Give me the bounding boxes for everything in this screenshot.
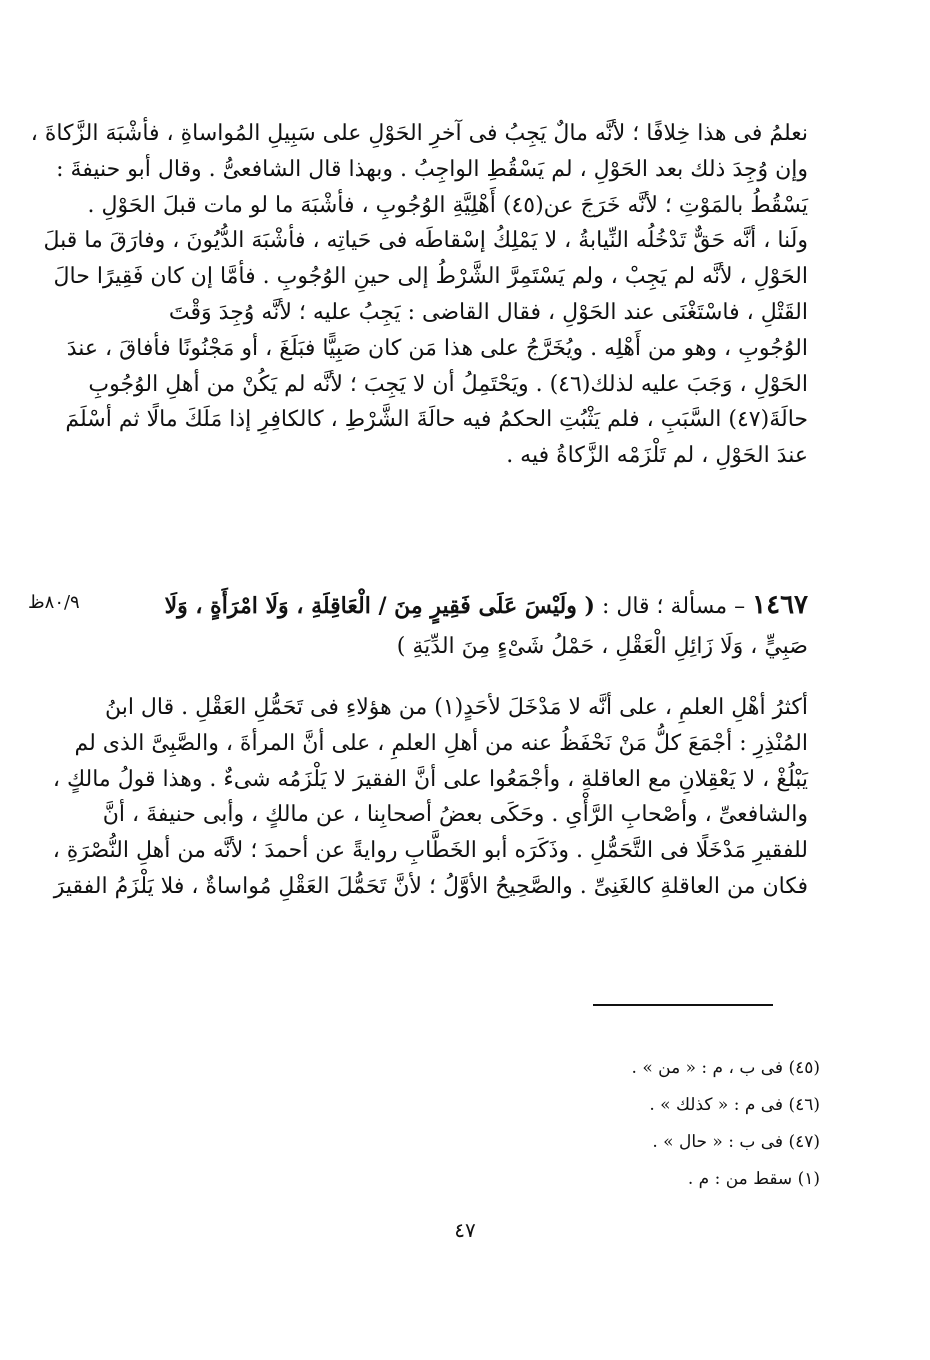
text-line: أكثرُ أهْلِ العلمِ ، على أنَّه لا مَدْخَلَ لأحَدٍ(١) من هؤلاءِ فى تَحَمُّلِ العَقْلِ . قال ابنُ xyxy=(104,695,808,720)
page-number: ٤٧ xyxy=(454,1218,476,1242)
text-line: القَتْلِ ، فاسْتَغْنَى عند الحَوْلِ ، فقال القاضى : يَجِبُ عليه ؛ لأنَّه وُجِدَ وَقْتَ xyxy=(168,299,808,325)
masala-quote: ( ولَيْسَ عَلَى فَقِيرٍ مِنَ / الْعَاقِلَةِ ، وَلَا امْرَأَةٍ ، وَلَا xyxy=(164,593,595,619)
masala-heading-line xyxy=(128,584,808,626)
text-line: وإن وُجِدَ ذلك بعد الحَوْلِ ، لم يَسْقُطِ الواجِبُ . وبهذا قال الشافعىُّ . وقال أبو حنيفةَ : xyxy=(56,156,808,182)
footnote: (١) سقط من : م . xyxy=(687,1169,820,1189)
footnote: (٤٥) فى ب ، م : « من » . xyxy=(631,1058,820,1078)
masala-number: ١٤٦٧ xyxy=(752,590,808,620)
text-line: نعلمُ فى هذا خِلافًا ؛ لأنَّه مالٌ يَجِبُ فى آخرِ الحَوْلِ على سَبِيلِ المُواساةِ ، فأشْبَهَ الزَّكاةَ ، xyxy=(30,121,808,146)
margin-reference: ٨٠/٩ظ xyxy=(28,592,80,613)
text-line: ولَنا ، أنَّه حَقٌّ تَدْخُلُه النِّيابةُ ، لا يَمْلِكُ إسْقاطَه فى حَياتِه ، فأشْبَهَ الدُّيُونَ ، وفارَقَ ما قبلَ xyxy=(43,228,808,254)
footnote: (٤٧) فى ب : « حال » . xyxy=(652,1132,820,1152)
text-line: المُنْذِرِ : أجْمَعَ كلُّ مَنْ نَحْفَظُ عنه من أهلِ العلمِ ، على أنَّ المرأةَ ، والصَّبِىَّ الذى لم xyxy=(74,730,808,756)
footnote-divider xyxy=(593,1004,773,1006)
text-line: فكان من العاقلةِ كالغَنِىِّ . والصَّحِيحُ الأوَّلُ ؛ لأنَّ تَحَمُّلَ العَقْلِ مُواساةٌ ، فلا يَلْزَمُ الفقيرَ xyxy=(53,873,808,899)
masala-quote-continued: صَبِيٍّ ، وَلَا زَائِلِ الْعَقْلِ ، حَمْلُ شَىْءٍ مِنَ الدِّيَةِ ) xyxy=(396,634,808,659)
text-line: عندَ الحَوْلِ ، لم تَلْزَمْه الزَّكاةُ فيه . xyxy=(506,443,808,469)
text-line: يَسْقُطُ بالمَوْتِ ؛ لأنَّه خَرَجَ عن(٤٥) أَهْلِيَّةِ الوُجُوبِ ، فأشْبَهَ ما لو مات قبلَ الحَوْلِ . xyxy=(87,192,808,218)
footnotes xyxy=(300,1050,820,1198)
commentary-paragraph xyxy=(52,690,808,905)
masala-heading xyxy=(128,584,808,668)
text-line: الحَوْلِ ، لأنَّه لم يَجِبْ ، ولم يَسْتَمِرَّ الشَّرْطُ إلى حينِ الوُجُوبِ . فأمَّا إن كان فَقِيرًا حالَ xyxy=(53,264,808,290)
text-line: حالَةَ(٤٧) السَّبَبِ ، فلم يَثْبُتِ الحكمُ فيه حالَةَ الشَّرْطِ ، كالكافِرِ إذا مَلَكَ مالًا ثم أسْلَمَ xyxy=(65,407,808,433)
text-line: الحَوْلِ ، وَجَبَ عليه لذلك(٤٦) . ويَحْتَمِلُ أن لا يَجِبَ ؛ لأنَّه لم يَكُنْ من أهلِ الوُجُوبِ xyxy=(88,371,808,397)
text-line: يَبْلُغْ ، لا يَعْقِلانِ مع العاقلةِ ، وأجْمَعُوا على أنَّ الفقيرَ لا يَلْزَمُه شىءٌ . وهذا قولُ مالكٍ ، xyxy=(52,766,808,792)
text-line: الوُجُوبِ ، وهو من أَهْلِه . ويُخَرَّجُ على هذا مَن كان صَبِيًّا فبَلَغَ ، أو مَجْنُونًا فأفاقَ ، عندَ xyxy=(66,335,808,361)
text-line: والشافعىِّ ، وأصْحابِ الرَّأْىِ . وحَكَى بعضُ أصحابِنا ، عن مالكٍ ، وأبى حنيفةَ ، أنَّ xyxy=(102,802,808,828)
masala-intro: – مسألة ؛ قال : xyxy=(601,594,746,619)
text-line: للفقيرِ مَدْخَلًا فى التَّحَمُّلِ . وذَكَرَه أبو الخَطَّابِ روايةً عن أحمدَ ؛ لأنَّه من أهلِ النُّصْرَةِ ، xyxy=(52,838,808,864)
footnote: (٤٦) فى م : « كذلك » . xyxy=(649,1095,820,1115)
body-paragraph xyxy=(30,116,808,474)
